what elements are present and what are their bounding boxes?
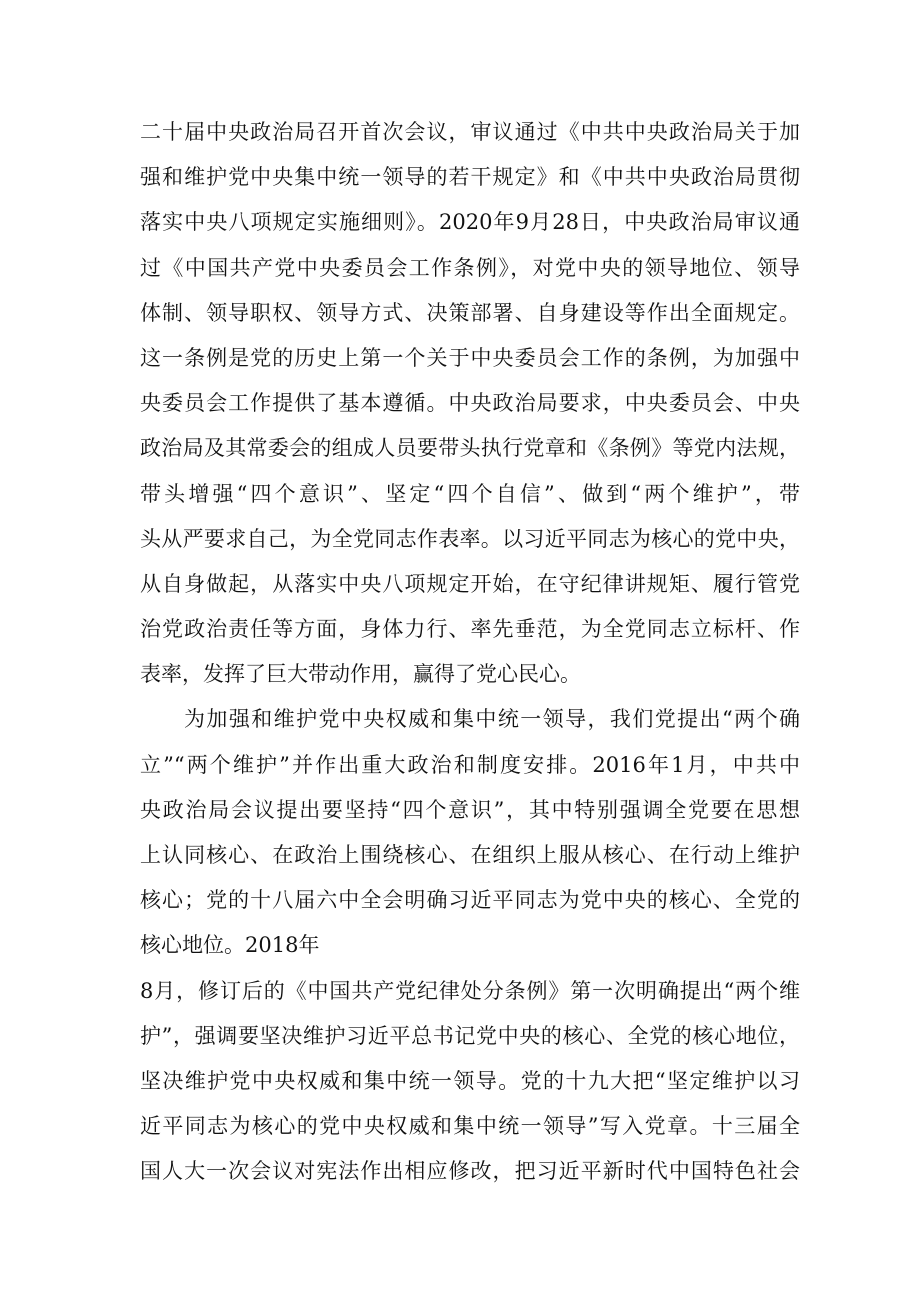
text-line: 强和维护党中央集中统一领导的若干规定》和《中共中央政治局贯彻 — [140, 165, 800, 190]
text-line: 表率，发挥了巨大带动作用，赢得了党心民心。 — [140, 662, 581, 687]
text-line: 护”，强调要坚决维护习近平总书记党中央的核心、全党的核心地位， — [140, 1023, 800, 1048]
text-line: 央委员会工作提供了基本遵循。中央政治局要求，中央委员会、中央 — [140, 391, 800, 416]
text-line: 央政治局会议提出要坚持“四个意识”，其中特别强调全党要在思想 — [140, 797, 800, 822]
text-line: 过《中国共产党中央委员会工作条例》，对党中央的领导地位、领导 — [140, 255, 800, 280]
text-line: 坚决维护党中央权威和集中统一领导。党的十九大把“坚定维护以习 — [140, 1068, 800, 1093]
text-line: 近平同志为核心的党中央权威和集中统一领导”写入党章。十三届全 — [140, 1114, 800, 1139]
text-line: 8月，修订后的《中国共产党纪律处分条例》第一次明确提出“两个维 — [140, 978, 800, 1003]
text-line: 落实中央八项规定实施细则》。2020年9月28日，中央政治局审议通 — [140, 210, 800, 235]
paragraph-start-line: 为加强和维护党中央权威和集中统一领导，我们党提出“两个确 — [184, 707, 800, 732]
text-line: 立”“两个维护”并作出重大政治和制度安排。2016年1月，中共中 — [140, 752, 800, 777]
text-line: 核心地位。2018年 — [140, 933, 320, 958]
text-line: 头从严要求自己，为全党同志作表率。以习近平同志为核心的党中央， — [140, 526, 800, 551]
text-line: 核心；党的十八届六中全会明确习近平同志为党中央的核心、全党的 — [140, 888, 800, 913]
text-line: 上认同核心、在政治上围绕核心、在组织上服从核心、在行动上维护 — [140, 843, 800, 867]
text-line: 从自身做起，从落实中央八项规定开始，在守纪律讲规矩、履行管党 — [140, 571, 800, 596]
text-line: 国人大一次会议对宪法作出相应修改，把习近平新时代中国特色社会 — [140, 1159, 800, 1184]
text-line: 治党政治责任等方面，身体力行、率先垂范，为全党同志立标杆、作 — [140, 617, 800, 642]
text-line: 体制、领导职权、领导方式、决策部署、自身建设等作出全面规定。 — [140, 300, 800, 325]
text-line: 这一条例是党的历史上第一个关于中央委员会工作的条例，为加强中 — [140, 345, 800, 370]
text-line: 政治局及其常委会的组成人员要带头执行党章和《条例》等党内法规， — [140, 436, 800, 461]
body-text — [140, 110, 800, 1195]
text-line: 二十届中央政治局召开首次会议，审议通过《中共中央政治局关于加 — [140, 120, 800, 144]
text-line: 带头增强“四个意识”、坚定“四个自信”、做到“两个维护”，带 — [140, 481, 800, 506]
